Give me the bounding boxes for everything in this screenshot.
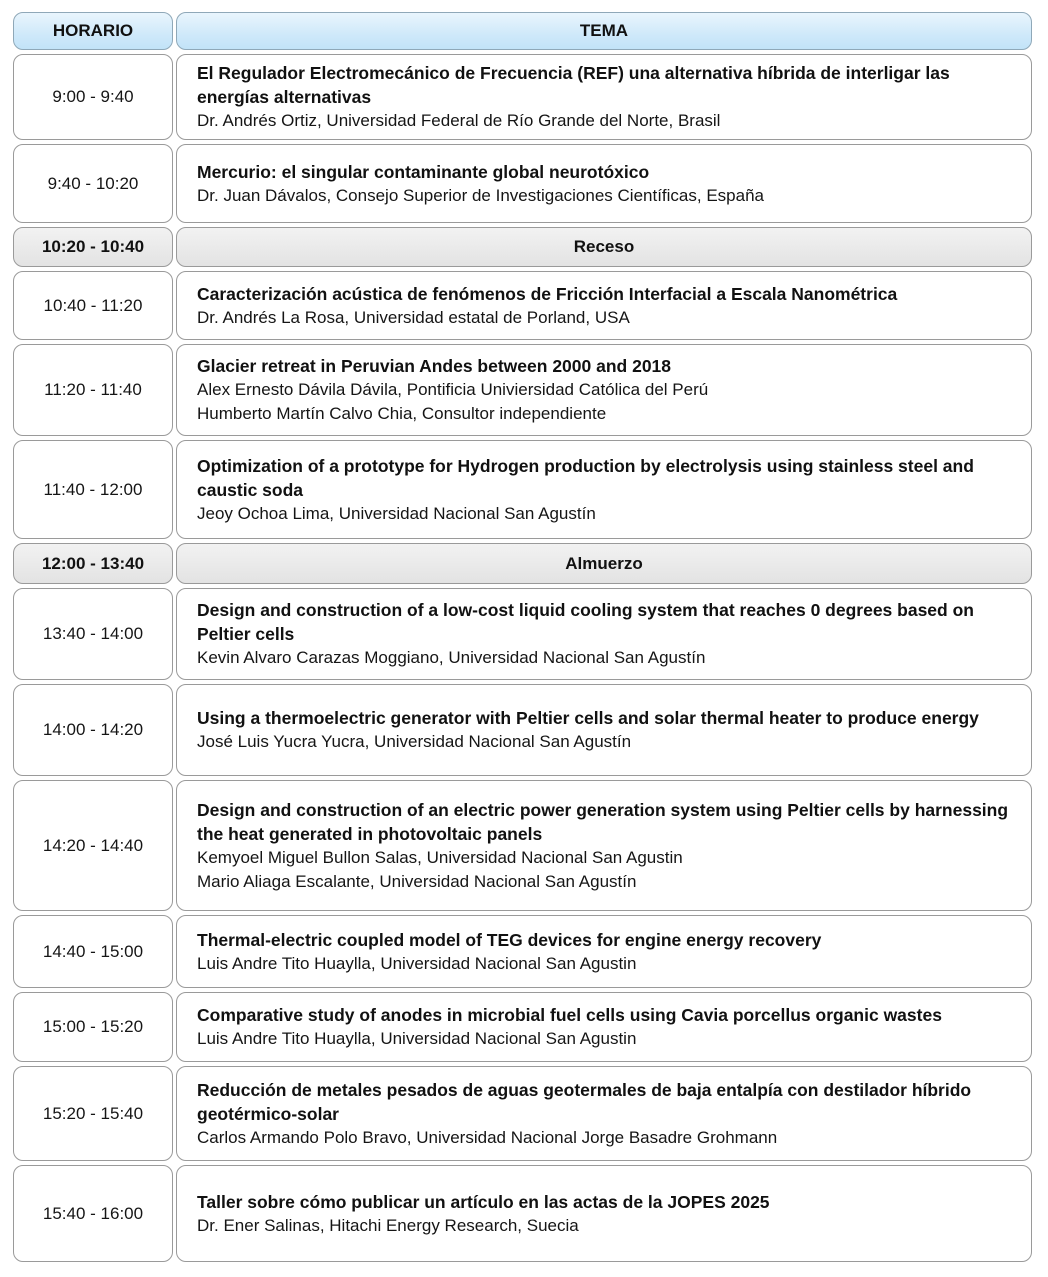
time-cell — [13, 344, 173, 436]
talk-title: Design and construction of a low-cost liquid cooling system that reaches 0 degrees based on Peltier cells — [197, 600, 974, 644]
time-slot: 9:40 - 10:20 — [47, 173, 139, 193]
time-slot: 15:20 - 15:40 — [42, 1103, 144, 1123]
header-horario-label: HORARIO — [52, 21, 134, 40]
break-time-cell — [13, 227, 173, 267]
time-cell — [13, 144, 173, 223]
time-slot: 14:40 - 15:00 — [42, 941, 144, 961]
time-cell — [13, 1066, 173, 1161]
time-cell — [13, 54, 173, 140]
topic-cell — [176, 780, 1032, 911]
talk-author: Dr. Andrés La Rosa, Universidad estatal de Porland, USA — [197, 307, 630, 327]
time-cell — [13, 780, 173, 911]
break-time-cell — [13, 543, 173, 584]
header-horario — [13, 12, 173, 50]
time-cell — [13, 588, 173, 680]
time-slot: 11:40 - 12:00 — [43, 479, 143, 499]
topic-cell — [176, 915, 1032, 988]
break-time: 12:00 - 13:40 — [41, 553, 145, 573]
topic-cell — [176, 344, 1032, 436]
time-slot: 13:40 - 14:00 — [42, 624, 144, 643]
time-cell — [13, 1165, 173, 1262]
time-cell — [13, 915, 173, 988]
talk-title: El Regulador Electromecánico de Frecuencia (REF) una alternativa híbrida de interligar las energías alternativas — [197, 63, 950, 107]
talk-title: Taller sobre cómo publicar un artículo en las actas de la JOPES 2025 — [197, 1191, 770, 1212]
time-cell — [13, 271, 173, 340]
talk-title: Mercurio: el singular contaminante global neurotóxico — [197, 161, 650, 182]
talk-author: Humberto Martín Calvo Chia, Consultor independiente — [197, 404, 607, 423]
talk-author: Mario Aliaga Escalante, Universidad Nacional San Agustín — [197, 871, 637, 891]
break-time: 10:20 - 10:40 — [41, 237, 145, 256]
talk-author: Kemyoel Miguel Bullon Salas, Universidad Nacional San Agustin — [197, 847, 683, 867]
break-label-cell — [176, 543, 1032, 584]
talk-title: Comparative study of anodes in microbial fuel cells using Cavia porcellus organic wastes — [197, 1005, 942, 1025]
header-tema-label: TEMA — [579, 21, 629, 40]
topic-cell — [176, 992, 1032, 1062]
topic-cell — [176, 54, 1032, 140]
talk-title: Design and construction of an electric power generation system using Peltier cells by harnessing the heat generated in photovoltaic panels — [197, 799, 1009, 844]
time-slot: 11:20 - 11:40 — [44, 380, 142, 399]
time-cell — [13, 684, 173, 776]
talk-author: José Luis Yucra Yucra, Universidad Nacional San Agustín — [197, 732, 632, 751]
topic-cell — [176, 1066, 1032, 1161]
talk-title: Thermal-electric coupled model of TEG devices for engine energy recovery — [197, 929, 822, 950]
time-slot: 9:00 - 9:40 — [52, 87, 134, 106]
talk-author: Alex Ernesto Dávila Dávila, Pontificia Univiersidad Católica del Perú — [197, 380, 709, 399]
topic-cell — [176, 440, 1032, 539]
time-cell — [13, 440, 173, 539]
talk-author: Carlos Armando Polo Bravo, Universidad Nacional Jorge Basadre Grohmann — [197, 1127, 778, 1147]
talk-title: Glacier retreat in Peruvian Andes between 2000 and 2018 — [197, 356, 672, 376]
talk-author: Dr. Andrés Ortiz, Universidad Federal de Río Grande del Norte, Brasil — [197, 111, 721, 130]
time-cell — [13, 992, 173, 1062]
topic-cell — [176, 684, 1032, 776]
topic-cell — [176, 1165, 1032, 1262]
topic-cell — [176, 588, 1032, 680]
break-label-cell — [176, 227, 1032, 267]
talk-title: Optimization of a prototype for Hydrogen production by electrolysis using stainless steel and caustic soda — [197, 455, 974, 500]
time-slot: 14:00 - 14:20 — [42, 720, 144, 739]
header-tema — [176, 12, 1032, 50]
time-slot: 15:00 - 15:20 — [42, 1017, 144, 1036]
talk-title: Reducción de metales pesados de aguas geotermales de baja entalpía con destilador híbrido geotérmico-solar — [197, 1079, 972, 1124]
talk-title: Caracterización acústica de fenómenos de Fricción Interfacial a Escala Nanométrica — [197, 283, 898, 304]
talk-title: Using a thermoelectric generator with Peltier cells and solar thermal heater to produce energy — [197, 708, 979, 728]
topic-cell — [176, 144, 1032, 223]
talk-author: Luis Andre Tito Huaylla, Universidad Nacional San Agustin — [197, 1029, 637, 1048]
time-slot: 15:40 - 16:00 — [42, 1203, 144, 1223]
topic-cell — [176, 271, 1032, 340]
talk-author: Kevin Alvaro Carazas Moggiano, Universidad Nacional San Agustín — [197, 648, 706, 667]
break-label: Almuerzo — [565, 553, 643, 573]
talk-author: Jeoy Ochoa Lima, Universidad Nacional San Agustín — [197, 503, 596, 523]
time-slot: 10:40 - 11:20 — [43, 295, 143, 315]
time-slot: 14:20 - 14:40 — [42, 835, 144, 855]
break-label: Receso — [573, 237, 635, 256]
talk-author: Dr. Ener Salinas, Hitachi Energy Research, Suecia — [197, 1215, 579, 1235]
talk-author: Dr. Juan Dávalos, Consejo Superior de Investigaciones Científicas, España — [197, 185, 764, 205]
talk-author: Luis Andre Tito Huaylla, Universidad Nacional San Agustin — [197, 953, 637, 973]
